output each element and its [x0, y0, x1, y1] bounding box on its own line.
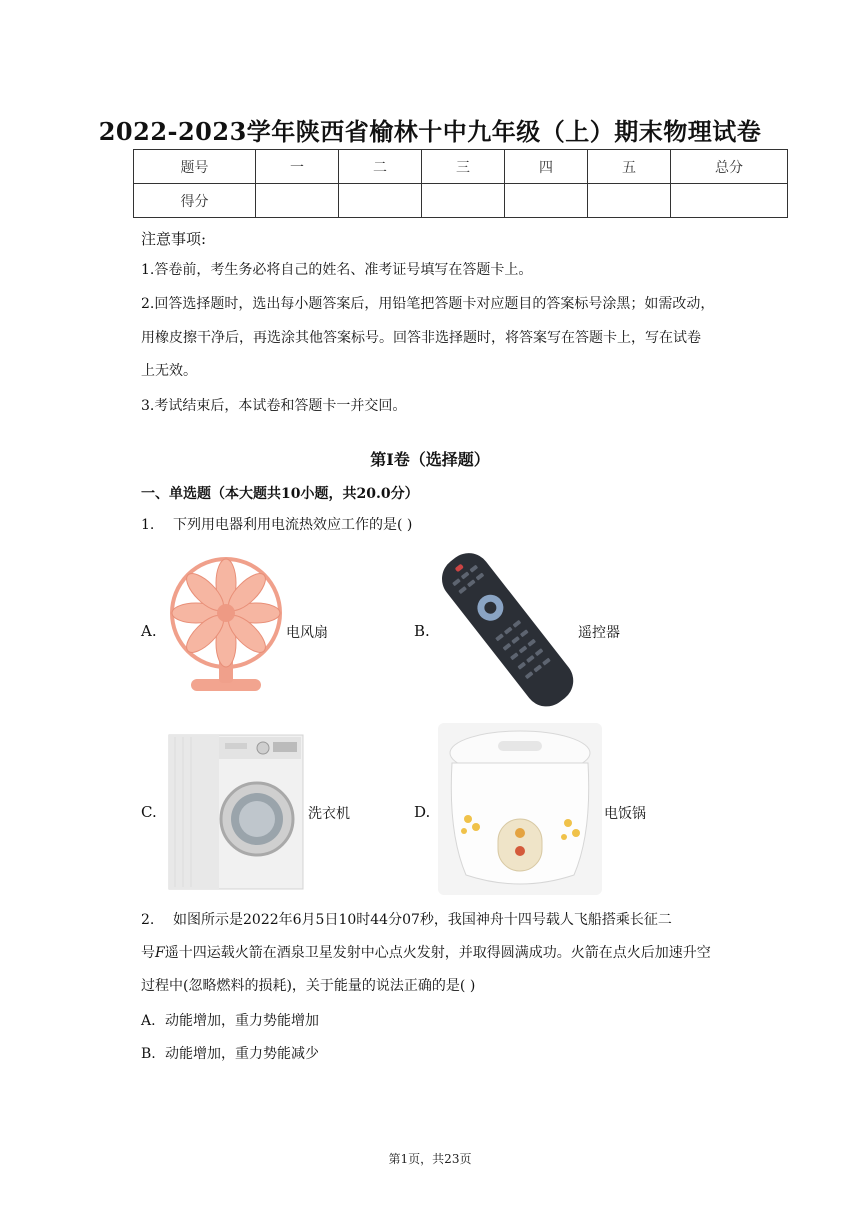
score-table-score-row [134, 184, 788, 218]
score-header-cell: 二 [339, 150, 422, 184]
score-header-cell: 题号 [134, 150, 256, 184]
remote-image [436, 547, 578, 712]
q2-option-a[interactable] [141, 1011, 319, 1031]
score-table [133, 149, 788, 218]
notice-item: 用橡皮擦干净后，再选涂其他答案标号。回答非选择题时，将答案写在答题卡上，写在试卷 [141, 330, 701, 346]
question-text: 下列用电器利用电流热效应工作的是( ) [173, 517, 413, 533]
exam-title: 2022-2023学年陕西省榆林十中九年级（上）期末物理试卷 [98, 117, 762, 146]
option-d-letter[interactable]: D. [414, 803, 431, 821]
score-table-header-row [134, 150, 788, 184]
question-1 [141, 515, 412, 535]
section-title: 第I卷（选择题） [370, 450, 490, 469]
question-text: 遥十四运载火箭在酒泉卫星发射中心点火发射，并取得圆满成功。火箭在点火后加速升空 [164, 945, 711, 961]
option-c-letter[interactable]: C. [141, 803, 157, 821]
option-letter: A. [141, 1013, 156, 1029]
option-b-letter[interactable]: B. [414, 622, 430, 640]
option-a-letter[interactable]: A. [141, 622, 157, 640]
score-row-label: 得分 [134, 184, 256, 218]
option-label: 动能增加，重力势能减少 [165, 1046, 319, 1062]
option-b-label: 遥控器 [578, 625, 620, 641]
question-2-line-2 [141, 943, 711, 963]
option-label: 动能增加，重力势能增加 [165, 1013, 319, 1029]
score-cell [671, 184, 788, 218]
question-group-heading: 一、单选题（本大题共10小题，共20.0分） [141, 486, 419, 502]
fan-image [163, 553, 283, 698]
notice-item: 2.回答选择题时，选出每小题答案后，用铅笔把答题卡对应题目的答案标号涂黑；如需改动， [141, 296, 715, 312]
question-text: 号 [141, 945, 155, 961]
score-cell [588, 184, 671, 218]
notice-item: 3.考试结束后，本试卷和答题卡一并交回。 [141, 398, 407, 414]
score-header-cell: 一 [256, 150, 339, 184]
score-header-cell: 五 [588, 150, 671, 184]
question-text: 如图所示是2022年6月5日10时44分07秒，我国神舟十四号载人飞船搭乘长征二 [173, 912, 672, 928]
score-cell [422, 184, 505, 218]
score-cell [256, 184, 339, 218]
option-d-label: 电饭锅 [604, 806, 646, 822]
score-header-cell: 总分 [671, 150, 788, 184]
question-text-italic: F [155, 945, 165, 961]
option-c-label: 洗衣机 [308, 806, 350, 822]
score-cell [339, 184, 422, 218]
q2-option-b[interactable] [141, 1044, 319, 1064]
option-letter: B. [141, 1046, 156, 1062]
option-a-label: 电风扇 [286, 625, 328, 641]
score-header-cell: 三 [422, 150, 505, 184]
washing-machine-image [165, 733, 307, 891]
score-header-cell: 四 [505, 150, 588, 184]
notice-item: 上无效。 [141, 363, 197, 379]
question-number: 1. [141, 517, 155, 533]
question-number: 2. [141, 912, 155, 928]
score-cell [505, 184, 588, 218]
notice-item: 1.答卷前，考生务必将自己的姓名、准考证号填写在答题卡上。 [141, 262, 533, 278]
rice-cooker-image [438, 723, 602, 895]
notice-heading: 注意事项: [141, 230, 207, 248]
page-footer: 第1页，共23页 [388, 1152, 472, 1166]
question-2-line-1 [141, 910, 672, 930]
question-2-line-3: 过程中(忽略燃料的损耗)，关于能量的说法正确的是( ) [141, 978, 476, 994]
